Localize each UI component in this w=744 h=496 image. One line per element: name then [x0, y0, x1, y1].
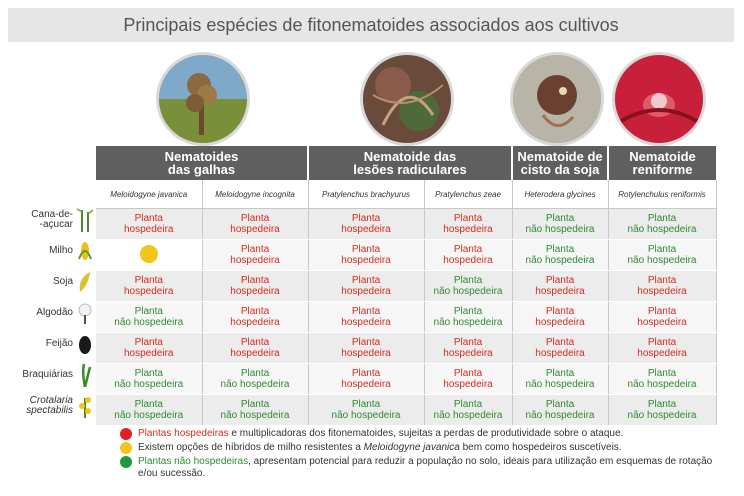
host-cell [608, 364, 716, 395]
group-header-line: Nematoide [629, 149, 696, 164]
group-header-line: das galhas [167, 162, 236, 177]
host-cell [512, 271, 608, 302]
cell-label: Planta [351, 368, 381, 379]
cell-label: Planta [134, 275, 163, 286]
cell-label: hospedeira [341, 317, 391, 328]
cell-label: Planta [240, 399, 270, 410]
legend-item-red [120, 428, 730, 440]
legend-text [138, 428, 623, 440]
crop-label-line: Algodão [36, 306, 73, 318]
host-cell [96, 333, 202, 364]
cell-label: Planta [453, 306, 483, 317]
cell-label: hospedeira [230, 224, 280, 235]
host-cell [308, 395, 424, 426]
cell-label: não hospedeira [525, 410, 595, 421]
host-cell [608, 395, 716, 426]
page-title-bar [8, 8, 734, 42]
root-lesion-photo [360, 52, 454, 146]
cell-label: Planta [351, 244, 381, 255]
cell-label: Planta [647, 306, 677, 317]
cell-label: Planta [545, 244, 575, 255]
host-cell [202, 364, 308, 395]
crop-label-line: -açucar [39, 218, 73, 230]
reniform-nematode-photo [612, 52, 706, 146]
cell-label: Planta [545, 399, 575, 410]
species-header: Rotylenchulus reniformis [608, 180, 716, 209]
crop-row [8, 328, 96, 359]
crop-label-line: Crotalaria [29, 394, 73, 406]
cell-label: não hospedeira [220, 410, 290, 421]
cell-label: não hospedeira [331, 410, 401, 421]
table-row [96, 271, 716, 302]
cell-label: Planta [240, 244, 270, 255]
host-cell [96, 395, 202, 426]
crop-row [8, 297, 96, 328]
legend-text [138, 442, 622, 454]
table-row [96, 333, 716, 364]
cell-label: Planta [240, 368, 270, 379]
cell-label: não hospedeira [220, 379, 290, 390]
cell-label: não hospedeira [114, 317, 184, 328]
species-header: Meloidogyne incognita [202, 180, 308, 209]
nematode-gall-root-photo [156, 52, 250, 146]
cell-label: Planta [351, 399, 381, 410]
cell-label: Planta [351, 337, 381, 348]
page-title: Principais espécies de fitonematoides associados aos cultivos [123, 14, 619, 35]
legend-item-yellow [120, 442, 730, 454]
host-cell [424, 240, 512, 271]
table-row [96, 395, 716, 426]
cell-label: Planta [453, 368, 483, 379]
cell-label: Planta [545, 306, 575, 317]
cell-label: Planta [134, 337, 163, 348]
cell-label: hospedeira [443, 348, 493, 359]
cell-label: Planta [134, 368, 163, 379]
host-cell [308, 271, 424, 302]
group-header-line: lesões radiculares [353, 162, 467, 177]
crop-row [8, 390, 96, 421]
crop-row [8, 266, 96, 297]
red-dot-icon [120, 428, 132, 440]
cell-label: Planta [647, 213, 677, 224]
host-cell [512, 302, 608, 333]
host-cell [424, 302, 512, 333]
bean-icon [76, 332, 94, 356]
host-cell [202, 240, 308, 271]
cell-label: hospedeira [443, 379, 493, 390]
host-cell [202, 395, 308, 426]
crop-label [36, 308, 73, 318]
cell-label: hospedeira [637, 317, 687, 328]
crop-label [49, 246, 73, 256]
host-cell [202, 302, 308, 333]
host-cell [308, 333, 424, 364]
legend-highlight: Plantas não hospedeiras [138, 456, 249, 467]
group-header-galhas [96, 146, 308, 180]
crop-label-line: Soja [52, 275, 73, 287]
crop-label [53, 277, 73, 287]
group-header-line: Nematoide de [517, 149, 603, 164]
cell-label: não hospedeira [433, 317, 503, 328]
crop-row [8, 235, 96, 266]
legend-text [138, 456, 730, 480]
soybean-cyst-root-photo [510, 52, 604, 146]
crotalaria-icon [76, 394, 94, 418]
cell-label: não hospedeira [525, 379, 595, 390]
cell-label: hospedeira [341, 379, 391, 390]
table-row [96, 209, 716, 240]
cell-label: hospedeira [124, 348, 174, 359]
crop-label [22, 370, 73, 380]
cell-label: Planta [545, 337, 575, 348]
crop-label [31, 210, 73, 230]
cell-label: hospedeira [230, 255, 280, 266]
cell-label: hospedeira [443, 224, 493, 235]
cell-label: Planta [453, 337, 483, 348]
cell-label: hospedeira [341, 348, 391, 359]
cell-label: hospedeira [341, 286, 391, 297]
cell-label: Planta [647, 368, 677, 379]
host-cell [308, 364, 424, 395]
cell-label: hospedeira [535, 317, 585, 328]
cell-label: hospedeira [124, 224, 174, 235]
cell-label: hospedeira [535, 348, 585, 359]
green-dot-icon [120, 456, 132, 468]
cell-label: Planta [453, 399, 483, 410]
cell-label: hospedeira [341, 224, 391, 235]
cell-label: Planta [351, 306, 381, 317]
cell-label: hospedeira [443, 255, 493, 266]
group-header-line: cisto da soja [520, 162, 600, 177]
cell-label: Planta [647, 399, 677, 410]
cell-label: hospedeira [230, 348, 280, 359]
cell-label: Planta [453, 244, 483, 255]
cell-label: não hospedeira [114, 379, 184, 390]
cell-label: hospedeira [124, 286, 174, 297]
table-row [96, 364, 716, 395]
crop-label-line: Braquiárias [22, 368, 73, 380]
host-cell [608, 333, 716, 364]
crop-label-line: spectabilis [26, 404, 73, 416]
cell-label: Planta [351, 213, 381, 224]
host-cell [608, 271, 716, 302]
host-cell [424, 364, 512, 395]
host-cell [512, 240, 608, 271]
legend-post: bem como hospedeiros suscetíveis. [459, 442, 622, 453]
host-cell [96, 240, 202, 271]
cell-label: Planta [545, 213, 575, 224]
species-header: Pratylenchus zeae [424, 180, 512, 209]
species-header: Heterodera glycines [512, 180, 608, 209]
cell-label: não hospedeira [627, 410, 697, 421]
cell-label: hospedeira [535, 286, 585, 297]
cell-label: Planta [134, 399, 163, 410]
group-header-lesoes [308, 146, 512, 180]
group-header-cisto [512, 146, 608, 180]
legend-emphasis: Meloidogyne javanica [363, 442, 460, 453]
group-header-reniforme [608, 146, 716, 180]
group-header-line: Nematoide das [363, 149, 457, 164]
crop-label [46, 339, 73, 349]
cell-label: hospedeira [230, 317, 280, 328]
legend-rest: , apresentam potencial para reduzir a população no solo, ideais para utilização em esquemas de rotação e/ou sucessão. [138, 456, 713, 479]
soybean-pod-icon [76, 270, 94, 294]
cell-label: não hospedeira [525, 255, 595, 266]
cell-label: Planta [453, 275, 483, 286]
cell-label: Planta [240, 306, 270, 317]
yellow-dot-icon [140, 245, 158, 263]
yellow-dot-icon [120, 442, 132, 454]
cell-label: Planta [134, 213, 163, 224]
legend-rest: e multiplicadoras dos fitonematoides, sujeitas a perdas de produtividade sobre o ataque. [228, 428, 624, 439]
host-cell [202, 333, 308, 364]
host-cell [512, 209, 608, 240]
cell-label: Planta [240, 213, 270, 224]
grass-icon [76, 363, 94, 387]
crop-label-line: Cana-de- [31, 208, 73, 220]
cell-label: não hospedeira [114, 410, 184, 421]
host-cell [202, 271, 308, 302]
table-row [96, 302, 716, 333]
host-cell [512, 364, 608, 395]
corn-icon [76, 239, 94, 263]
cell-label: Planta [647, 244, 677, 255]
cell-label: não hospedeira [627, 255, 697, 266]
host-cell [424, 333, 512, 364]
group-header-line: Nematoides [164, 149, 239, 164]
cell-label: hospedeira [637, 286, 687, 297]
host-cell [308, 240, 424, 271]
host-cell [202, 209, 308, 240]
cell-label: Planta [453, 213, 483, 224]
host-cell [96, 302, 202, 333]
cell-label: Planta [351, 275, 381, 286]
table-row [96, 240, 716, 271]
cell-label: Planta [240, 337, 270, 348]
cell-label: não hospedeira [433, 410, 503, 421]
legend [120, 428, 730, 482]
crop-list [8, 204, 96, 421]
cell-label: hospedeira [341, 255, 391, 266]
cell-label: não hospedeira [627, 224, 697, 235]
host-cell [424, 395, 512, 426]
host-cell [96, 271, 202, 302]
species-header: Meloidogyne javanica [96, 180, 202, 209]
cell-label: não hospedeira [433, 286, 503, 297]
host-cell [424, 271, 512, 302]
cell-label: Planta [647, 275, 677, 286]
sugarcane-icon [76, 208, 94, 232]
crop-label-line: Feijão [45, 337, 73, 349]
host-cell [96, 364, 202, 395]
legend-highlight: Plantas hospedeiras [138, 428, 229, 439]
legend-pre: Existem opções de híbridos de milho resistentes a [138, 442, 364, 453]
crop-label-line: Milho [49, 244, 73, 256]
cell-label: Planta [134, 306, 163, 317]
crop-label [26, 396, 73, 416]
host-cell [608, 209, 716, 240]
cell-label: Planta [545, 275, 575, 286]
host-cell [308, 209, 424, 240]
host-cell [308, 302, 424, 333]
host-cell [608, 302, 716, 333]
cell-label: hospedeira [230, 286, 280, 297]
host-cell [512, 333, 608, 364]
species-header: Pratylenchus brachyurus [308, 180, 424, 209]
cell-label: hospedeira [637, 348, 687, 359]
group-header-line: reniforme [632, 162, 693, 177]
legend-item-green [120, 456, 730, 480]
cell-label: Planta [240, 275, 270, 286]
cotton-icon [76, 301, 94, 325]
nematode-host-table [96, 146, 717, 426]
cell-label: não hospedeira [525, 224, 595, 235]
cell-label: não hospedeira [627, 379, 697, 390]
host-cell [608, 240, 716, 271]
cell-label: Planta [647, 337, 677, 348]
cell-label: Planta [545, 368, 575, 379]
host-cell [96, 209, 202, 240]
crop-row [8, 204, 96, 235]
host-cell [512, 395, 608, 426]
crop-row [8, 359, 96, 390]
host-cell [424, 209, 512, 240]
